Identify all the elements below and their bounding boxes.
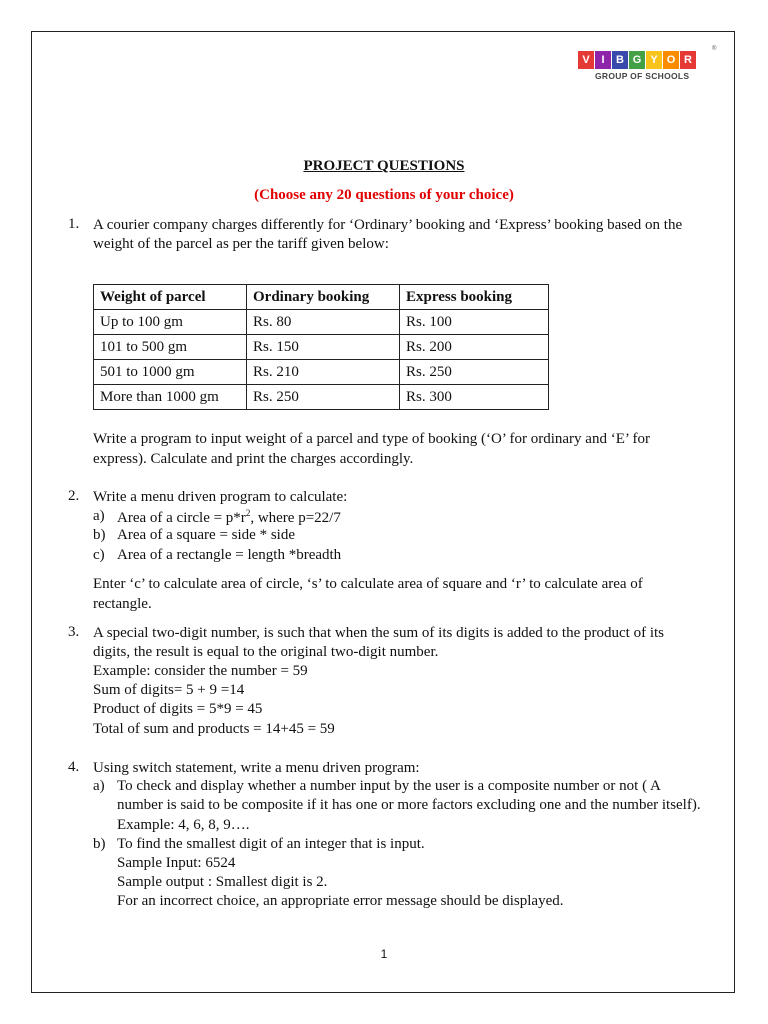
q1-text-line: A courier company charges differently for ‘Ordinary’ booking and ‘Express’ booking based on the [93,217,683,233]
q3-text-line: A special two-digit number, is such that when the sum of its digits is added to the product of its [93,625,664,641]
table-cell: Rs. 210 [247,360,400,385]
q4-item-b-line: To find the smallest digit of an integer that is input. [117,836,425,852]
q1-text-line: weight of the parcel as per the tariff given below: [93,236,389,252]
logo-tile: I [595,51,611,69]
q2-item-a-suffix: , where p=22/7 [250,510,341,526]
q3-text-line: Product of digits = 5*9 = 45 [93,701,263,717]
table-row [94,310,549,335]
table-header: Express booking [400,285,549,310]
question-number: 3. [68,624,80,640]
table-cell: Rs. 150 [247,335,400,360]
q2-intro: Write a menu driven program to calculate: [93,489,348,505]
logo-tile: O [663,51,679,69]
q4-item-a-line: To check and display whether a number input by the user is a composite number or not ( A [117,778,661,794]
question-number: 1. [68,216,80,232]
page-number: 1 [380,947,388,961]
q3-text-line: Sum of digits= 5 + 9 =14 [93,682,245,698]
table-cell: Rs. 100 [400,310,549,335]
registered-mark: ® [712,46,717,52]
table-header: Ordinary booking [247,285,400,310]
q1-instruction-line: Write a program to input weight of a parcel and type of booking (‘O’ for ordinary and ‘E’ for [93,431,650,447]
table-cell: Rs. 300 [400,385,549,410]
table-cell: Rs. 250 [400,360,549,385]
sub-item-label: a) [93,508,105,524]
q2-item-b: Area of a square = side * side [117,527,295,543]
logo-tile: V [578,51,594,69]
q4-item-a-line: Example: 4, 6, 8, 9…. [117,817,250,833]
q3-text-line: Example: consider the number = 59 [93,663,308,679]
table-cell: Rs. 200 [400,335,549,360]
logo-tile: Y [646,51,662,69]
question-number: 4. [68,759,80,775]
table-cell: 501 to 1000 gm [94,360,247,385]
q4-item-a-line: number is said to be composite if it has one or more factors excluding one and the number itself). [117,797,701,813]
instruction-text: (Choose any 20 questions of your choice) [254,187,514,203]
q4-item-b-line: Sample output : Smallest digit is 2. [117,874,328,890]
table-header-row [94,285,549,310]
q2-item-a-text: Area of a circle = p*r [117,510,246,526]
logo-tile: B [612,51,628,69]
q4-intro: Using switch statement, write a menu driven program: [93,760,420,776]
table-cell: Rs. 80 [247,310,400,335]
q3-text-line: digits, the result is equal to the original two-digit number. [93,644,439,660]
q4-item-b-line: For an incorrect choice, an appropriate error message should be displayed. [117,893,564,909]
table-header: Weight of parcel [94,285,247,310]
question-number: 2. [68,488,80,504]
logo-subtitle: GROUP OF SCHOOLS [595,71,690,81]
sub-item-label: b) [93,836,106,852]
sub-item-label: a) [93,778,105,794]
table-cell: 101 to 500 gm [94,335,247,360]
q2-item-a [117,508,341,527]
sub-item-label: b) [93,527,106,543]
q2-item-c: Area of a rectangle = length *breadth [117,547,342,563]
logo-tile: R [680,51,696,69]
q4-item-b-line: Sample Input: 6524 [117,855,236,871]
logo-tile: G [629,51,645,69]
table-cell: More than 1000 gm [94,385,247,410]
q3-text-line: Total of sum and products = 14+45 = 59 [93,721,335,737]
q2-note-line: rectangle. [93,596,152,612]
table-row [94,335,549,360]
sub-item-label: c) [93,547,105,563]
logo-tiles [578,51,718,69]
superscript: 2 [245,508,251,518]
q2-note-line: Enter ‘c’ to calculate area of circle, ‘s’ to calculate area of square and ‘r’ to calculate area of [93,576,643,592]
page-title: PROJECT QUESTIONS [303,158,465,174]
table-cell: Up to 100 gm [94,310,247,335]
table-cell: Rs. 250 [247,385,400,410]
tariff-table [93,284,549,410]
vibgyor-logo [578,46,718,81]
q1-instruction-line: express). Calculate and print the charges accordingly. [93,451,414,467]
table-row [94,385,549,410]
table-row [94,360,549,385]
